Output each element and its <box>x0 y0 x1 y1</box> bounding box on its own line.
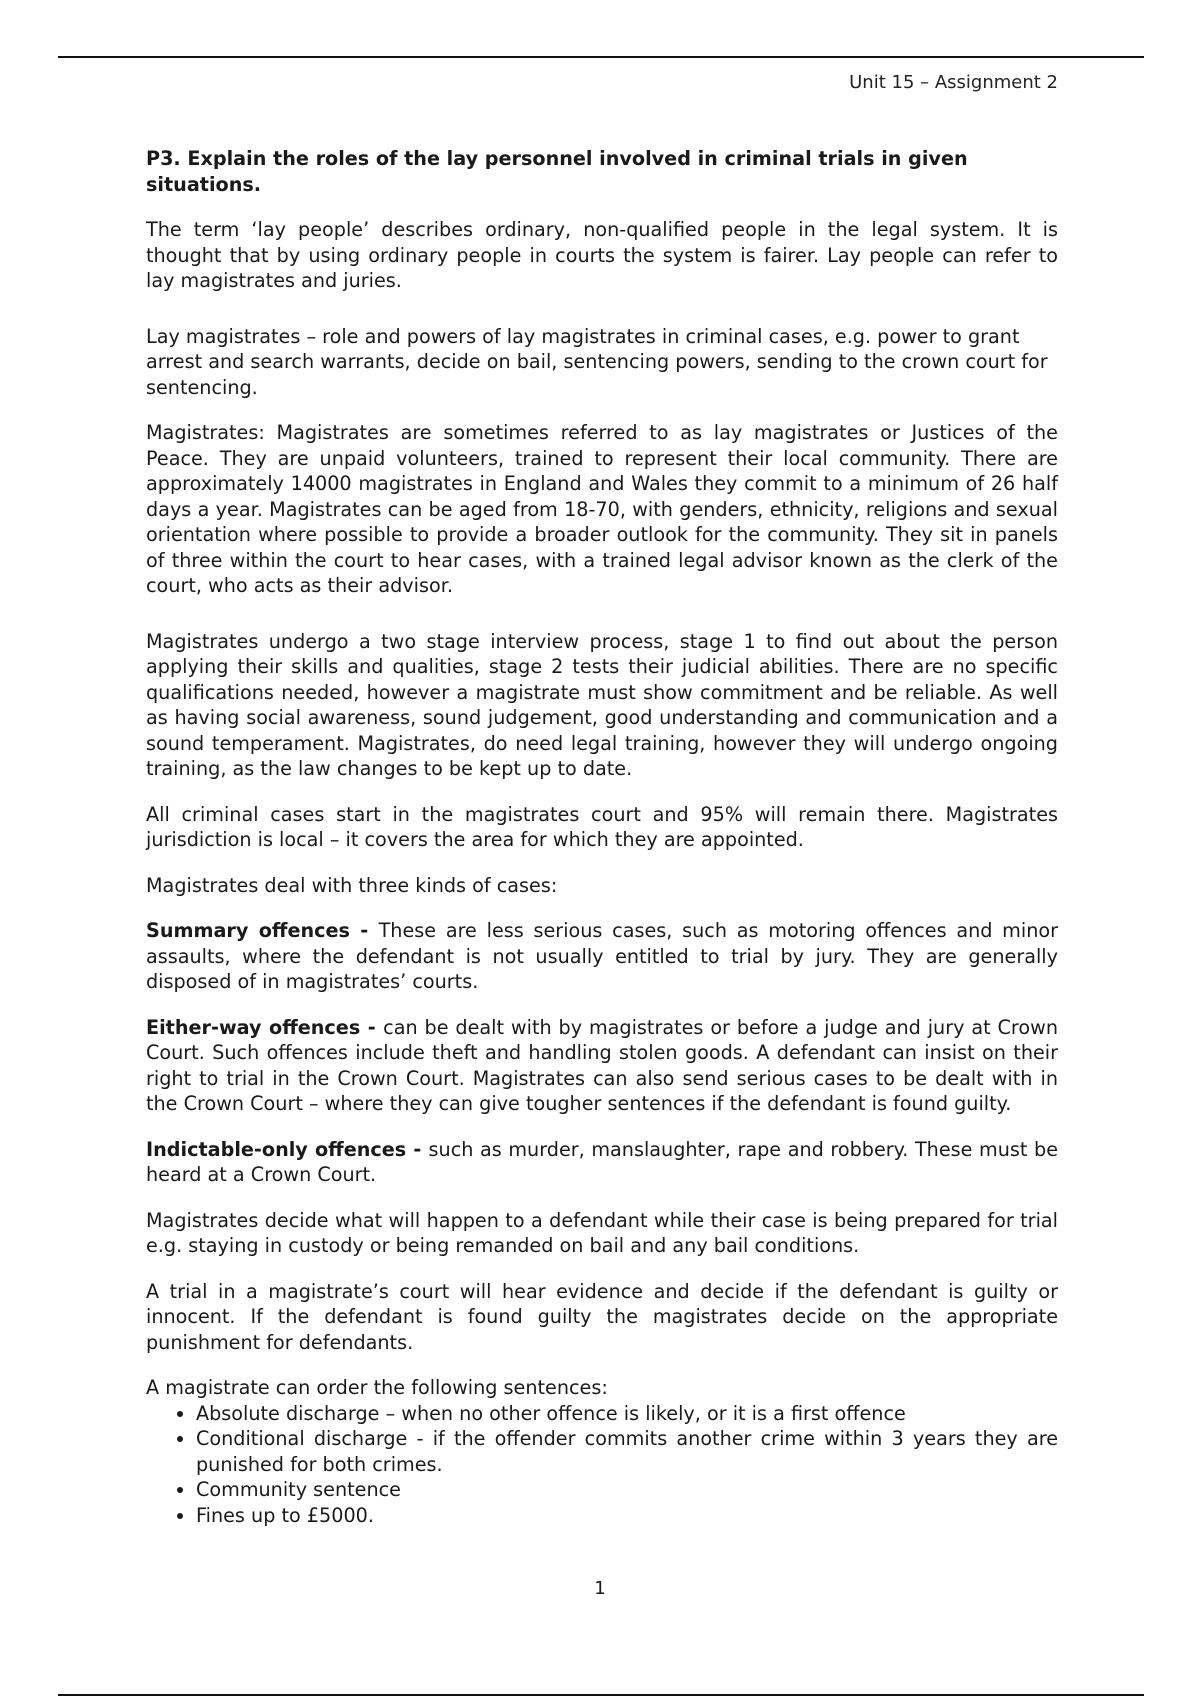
paragraph-magistrates: Magistrates: Magistrates are sometimes referred to as lay magistrates or Justices of the Peace. They are unpaid volunteers, trained to represent their local community. There are approximately 14000 magistrates in England and Wales they commit to a minimum of 26 half days a year. Magistrates can be aged from 18-70, with genders, ethnicity, religions and sexual orientation where possible to provide a broader outlook for the community. They sit in panels of three within the court to hear cases, with a trained legal advisor known as the clerk of the court, who acts as their advisor. <box>146 421 1058 597</box>
list-item: • Fines up to £5000. <box>196 1503 1058 1529</box>
paragraph-kinds: Magistrates deal with three kinds of cases: <box>146 873 558 897</box>
list-item: • Conditional discharge - if the offender commits another crime within 3 years they are punished for both crimes. <box>196 1426 1058 1477</box>
either-way-offences-term: Either-way offences - <box>146 1015 384 1039</box>
document-header: Unit 15 – Assignment 2 <box>849 72 1058 93</box>
indictable-offences-text: such as murder, manslaughter, rape and robbery. These must be heard at a Crown Court. <box>146 1137 1059 1186</box>
paragraph-powers: Lay magistrates – role and powers of lay magistrates in criminal cases, e.g. power to grant arrest and search warrants, decide on bail, sentencing powers, sending to the crown court for sentencing. <box>146 324 1048 399</box>
summary-offences-term: Summary offences - <box>146 919 379 942</box>
paragraph-sentences-intro: A magistrate can order the following sentences: <box>146 1376 608 1399</box>
assignment-heading: P3. Explain the roles of the lay personnel involved in criminal trials in given situations. <box>146 147 968 196</box>
page-number: 1 <box>594 1578 606 1599</box>
document-body <box>146 146 1058 1528</box>
paragraph-trial: A trial in a magistrate’s court will hear evidence and decide if the defendant is guilty or innocent. If the defendant is found guilty the magistrates decide on the appropriate punishment for defendants. <box>146 1279 1058 1354</box>
bottom-rule <box>58 1694 1144 1696</box>
sentences-list <box>146 1401 1058 1529</box>
paragraph-interview: Magistrates undergo a two stage interview process, stage 1 to find out about the person applying their skills and qualities, stage 2 tests their judicial abilities. There are no specific qualifications needed, however a magistrate must show commitment and be reliable. As well as having social awareness, sound judgement, good understanding and communication and a sound temperament. Magistrates, do need legal training, however they will undergo ongoing training, as the law changes to be kept up to date. <box>146 629 1058 780</box>
either-way-offences-text: can be dealt with by magistrates or before a judge and jury at Crown Court. Such offences include theft and handling stolen goods. A defendant can insist on their right to trial in the Crown Court. Magistrates can also send serious cases to be dealt with in the Crown Court – where they can give tougher sentences if the defendant is found guilty. <box>146 1015 1058 1115</box>
paragraph-jurisdiction: All criminal cases start in the magistrates court and 95% will remain there. Magistrates jurisdiction is local – it covers the area for which they are appointed. <box>146 802 1058 851</box>
paragraph-either-way-offences <box>146 1015 1058 1117</box>
indictable-offences-term: Indictable-only offences - <box>146 1137 429 1161</box>
paragraph-bail: Magistrates decide what will happen to a defendant while their case is being prepared for trial e.g. staying in custody or being remanded on bail and any bail conditions. <box>146 1208 1058 1257</box>
list-item: • Absolute discharge – when no other offence is likely, or it is a first offence <box>196 1401 1058 1427</box>
paragraph-summary-offences <box>146 918 1058 995</box>
paragraph-indictable-offences <box>146 1137 1058 1188</box>
top-rule <box>58 56 1144 58</box>
list-item: • Community sentence <box>196 1477 1058 1503</box>
paragraph-intro: The term ‘lay people’ describes ordinary, non-qualified people in the legal system. It is thought that by using ordinary people in courts the system is fairer. Lay people can refer to lay magistrates and juries. <box>146 218 1058 292</box>
summary-offences-text: These are less serious cases, such as motoring offences and minor assaults, where the defendant is not usually entitled to trial by jury. They are generally disposed of in magistrates’ courts. <box>146 919 1058 993</box>
